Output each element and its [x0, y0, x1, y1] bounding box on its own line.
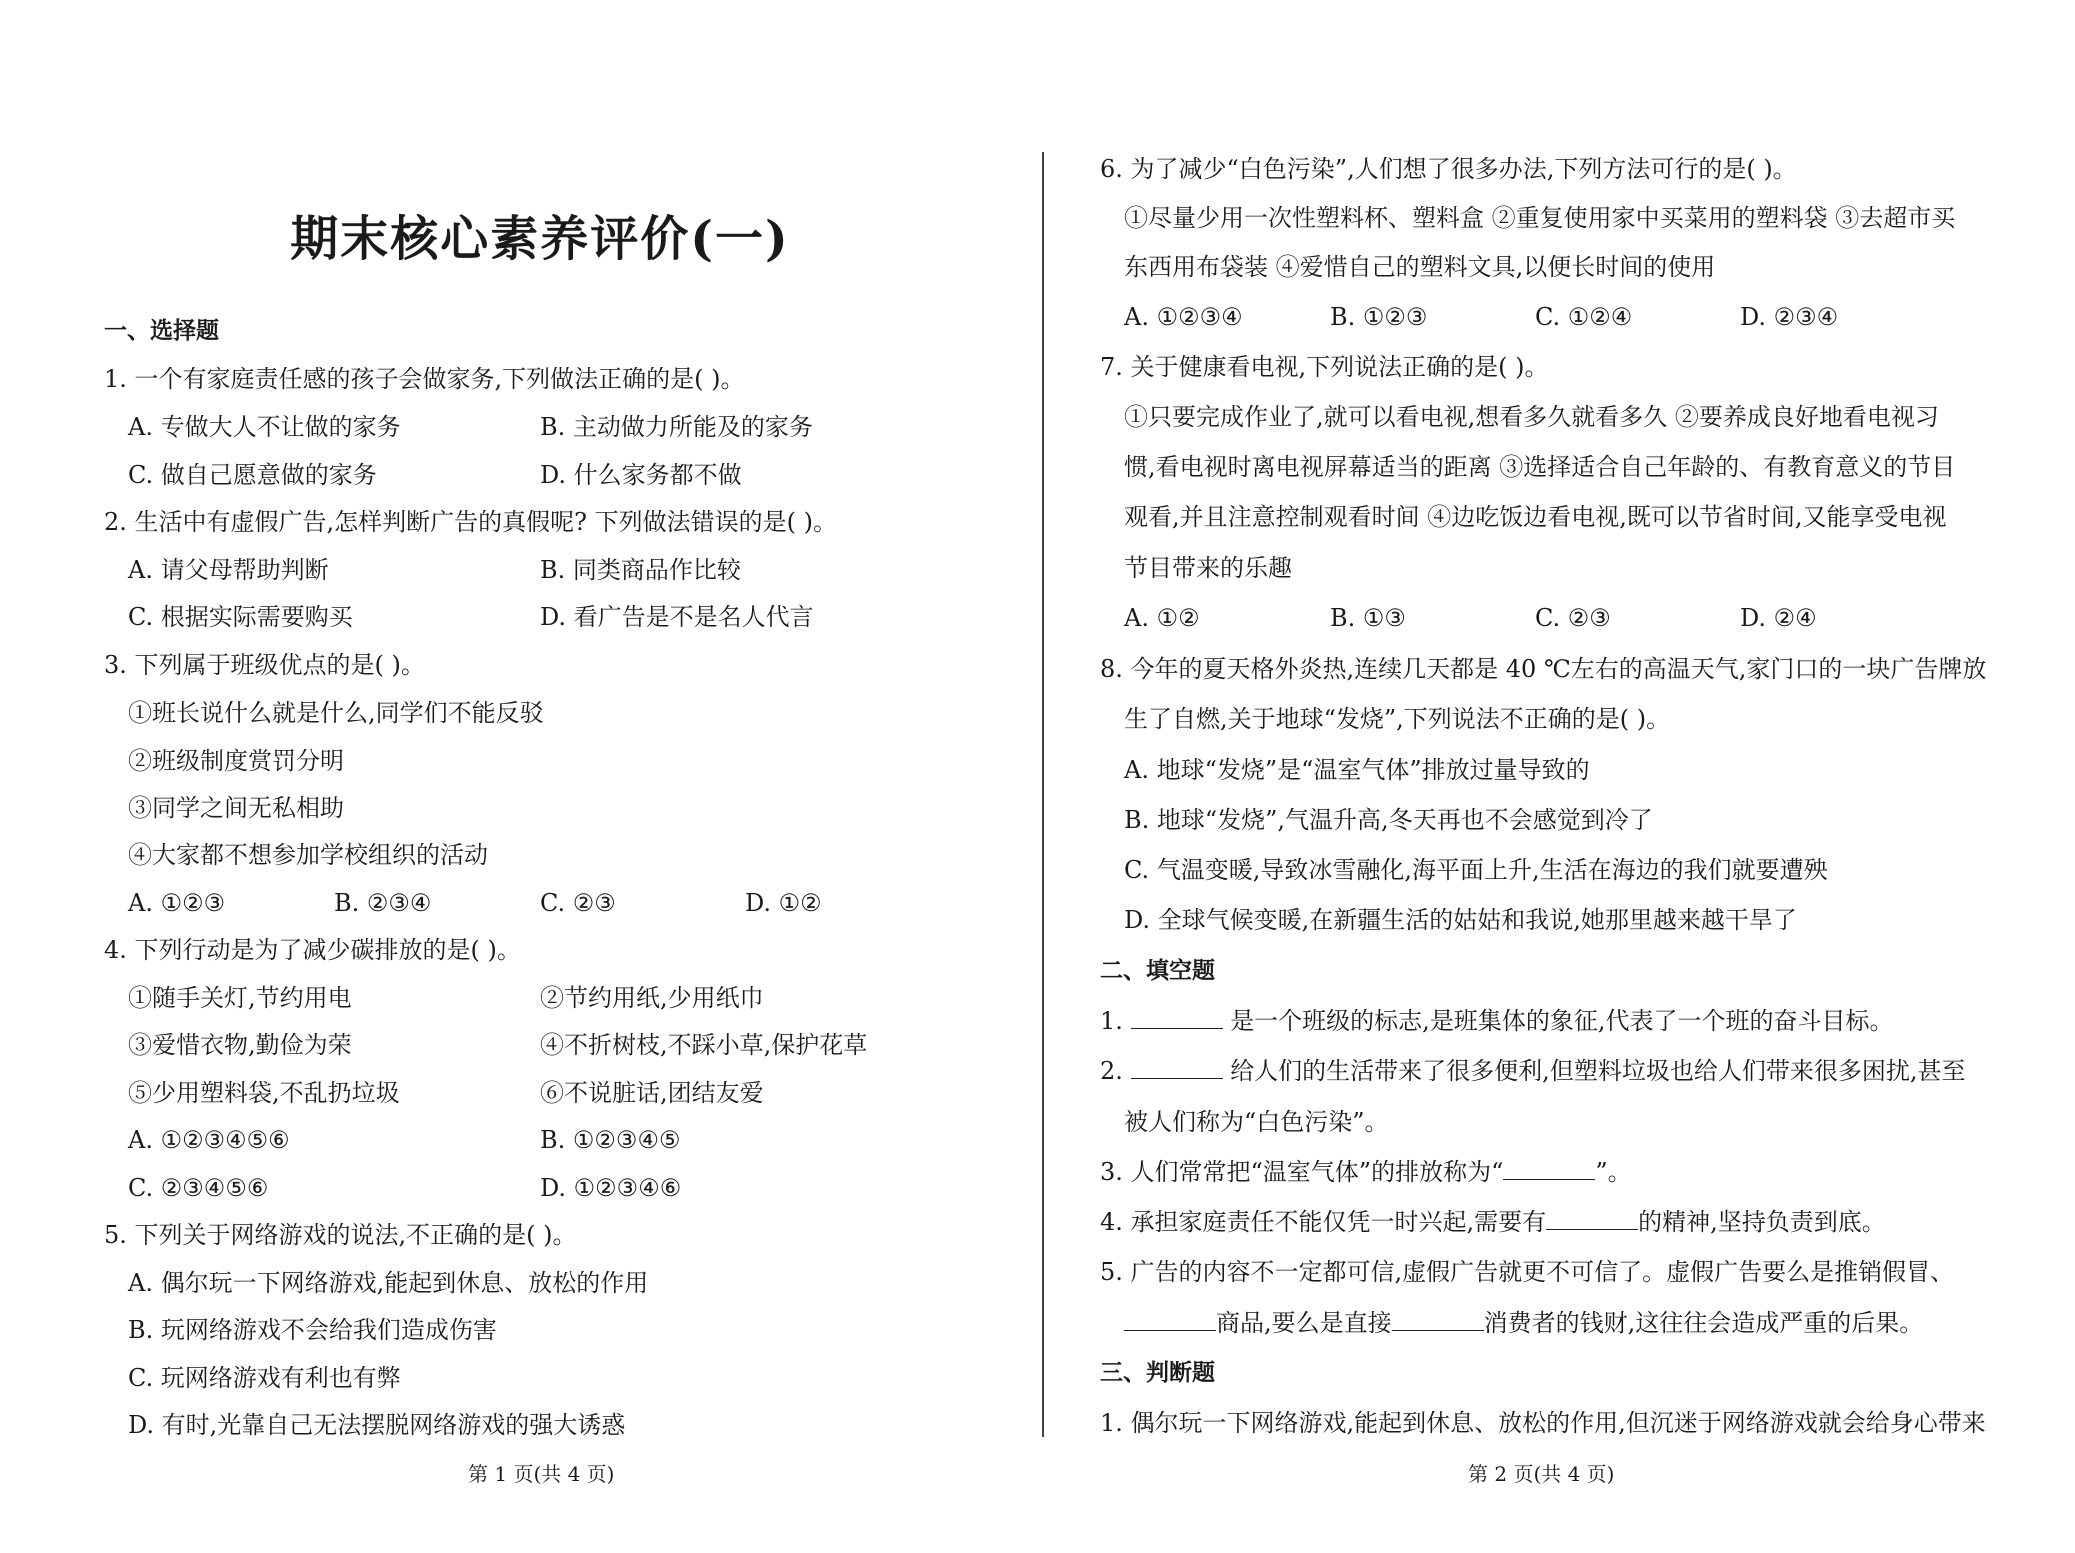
- q3-item-2: ②班级制度赏罚分明: [128, 747, 344, 775]
- q4-item-4: ④不折树枝,不踩小草,保护花草: [540, 1031, 868, 1059]
- q6-option-d: D. ②③④: [1740, 303, 1839, 331]
- q5-option-c: C. 玩网络游戏有利也有弊: [128, 1364, 401, 1392]
- q3-item-1: ①班长说什么就是什么,同学们不能反驳: [128, 699, 544, 727]
- fill-2-text: 给人们的生活带来了很多便利,但塑料垃圾也给人们带来很多困扰,甚至: [1230, 1057, 1966, 1085]
- q2-stem: 2. 生活中有虚假广告,怎样判断广告的真假呢? 下列做法错误的是( )。: [104, 508, 838, 536]
- q3-item-3: ③同学之间无私相助: [128, 794, 344, 822]
- fill-1: [1100, 1006, 1893, 1036]
- fill-1-number: 1.: [1100, 1007, 1123, 1035]
- q5-stem: 5. 下列关于网络游戏的说法,不正确的是( )。: [104, 1221, 577, 1249]
- q7-option-c: C. ②③: [1535, 604, 1611, 632]
- fill-5-line-1: 5. 广告的内容不一定都可信,虚假广告就更不可信了。虚假广告要么是推销假冒、: [1100, 1258, 1955, 1286]
- answer-blank[interactable]: [1392, 1310, 1484, 1331]
- q4-item-3: ③爱惜衣物,勤俭为荣: [128, 1031, 352, 1059]
- q3-option-a: A. ①②③: [128, 889, 226, 917]
- q8-option-a: A. 地球“发烧”是“温室气体”排放过量导致的: [1124, 756, 1590, 784]
- q7-option-a: A. ①②: [1124, 604, 1200, 632]
- answer-blank[interactable]: [1503, 1159, 1595, 1180]
- q2-option-a: A. 请父母帮助判断: [128, 556, 329, 584]
- q7-line-4: 节目带来的乐趣: [1124, 554, 1292, 582]
- q3-item-4: ④大家都不想参加学校组织的活动: [128, 841, 488, 869]
- q6-stem: 6. 为了减少“白色污染”,人们想了很多办法,下列方法可行的是( )。: [1100, 155, 1797, 183]
- section-choice-heading: 一、选择题: [104, 318, 219, 344]
- section-judge-heading: 三、判断题: [1100, 1360, 1215, 1386]
- q1-option-c: C. 做自己愿意做的家务: [128, 461, 377, 489]
- q4-option-a: A. ①②③④⑤⑥: [128, 1126, 290, 1154]
- q7-line-2: 惯,看电视时离电视屏幕适当的距离 ③选择适合自己年龄的、有教育意义的节目: [1124, 453, 1956, 481]
- q5-option-b: B. 玩网络游戏不会给我们造成伤害: [128, 1316, 497, 1344]
- q4-stem: 4. 下列行动是为了减少碳排放的是( )。: [104, 936, 521, 964]
- q5-option-a: A. 偶尔玩一下网络游戏,能起到休息、放松的作用: [128, 1269, 649, 1297]
- section-fill-heading: 二、填空题: [1100, 958, 1215, 984]
- q8-option-c: C. 气温变暖,导致冰雪融化,海平面上升,生活在海边的我们就要遭殃: [1124, 856, 1828, 884]
- q2-option-c: C. 根据实际需要购买: [128, 603, 353, 631]
- q4-item-2: ②节约用纸,少用纸巾: [540, 984, 764, 1012]
- page-divider: [1042, 152, 1044, 1437]
- q7-option-b: B. ①③: [1330, 604, 1406, 632]
- fill-3-text-b: ”。: [1595, 1158, 1632, 1186]
- exam-title: 期末核心素养评价(一): [290, 211, 790, 267]
- q6-option-b: B. ①②③: [1330, 303, 1428, 331]
- fill-3-text-a: 3. 人们常常把“温室气体”的排放称为“: [1100, 1158, 1504, 1186]
- answer-blank[interactable]: [1124, 1310, 1216, 1331]
- q3-option-c: C. ②③: [540, 889, 616, 917]
- q1-option-b: B. 主动做力所能及的家务: [540, 413, 813, 441]
- q6-line-2: 东西用布袋装 ④爱惜自己的塑料文具,以便长时间的使用: [1124, 253, 1716, 281]
- q4-item-1: ①随手关灯,节约用电: [128, 984, 352, 1012]
- q4-option-c: C. ②③④⑤⑥: [128, 1174, 269, 1202]
- fill-4: [1100, 1207, 1886, 1237]
- q1-option-d: D. 什么家务都不做: [540, 461, 742, 489]
- q3-stem: 3. 下列属于班级优点的是( )。: [104, 651, 425, 679]
- q4-option-b: B. ①②③④⑤: [540, 1126, 681, 1154]
- q4-item-5: ⑤少用塑料袋,不乱扔垃圾: [128, 1079, 400, 1107]
- fill-5-text-b: 消费者的钱财,这往往会造成严重的后果。: [1483, 1309, 1924, 1337]
- fill-2-number: 2.: [1100, 1057, 1123, 1085]
- q4-option-d: D. ①②③④⑥: [540, 1174, 682, 1202]
- q8-option-d: D. 全球气候变暖,在新疆生活的姑姑和我说,她那里越来越干旱了: [1124, 906, 1797, 934]
- q6-option-c: C. ①②④: [1535, 303, 1633, 331]
- fill-3: [1100, 1157, 1632, 1187]
- q1-option-a: A. 专做大人不让做的家务: [128, 413, 401, 441]
- judge-1: 1. 偶尔玩一下网络游戏,能起到休息、放松的作用,但沉迷于网络游戏就会给身心带来: [1100, 1409, 1986, 1437]
- q6-option-a: A. ①②③④: [1124, 303, 1243, 331]
- fill-1-text: 是一个班级的标志,是班集体的象征,代表了一个班的奋斗目标。: [1230, 1007, 1894, 1035]
- right-page: [1050, 0, 2075, 1553]
- q8-line-1: 8. 今年的夏天格外炎热,连续几天都是 40 ℃左右的高温天气,家门口的一块广告牌放: [1100, 655, 1987, 683]
- fill-5-line-2: [1124, 1308, 1923, 1338]
- q7-line-3: 观看,并且注意控制观看时间 ④边吃饭边看电视,既可以节省时间,又能享受电视: [1124, 503, 1947, 531]
- q2-option-b: B. 同类商品作比较: [540, 556, 741, 584]
- fill-5-text-a: 商品,要么是直接: [1216, 1309, 1392, 1337]
- q3-option-d: D. ①②: [745, 889, 822, 917]
- q6-line-1: ①尽量少用一次性塑料杯、塑料盒 ②重复使用家中买菜用的塑料袋 ③去超市买: [1124, 204, 1956, 232]
- q1-stem: 1. 一个有家庭责任感的孩子会做家务,下列做法正确的是( )。: [104, 365, 745, 393]
- q7-option-d: D. ②④: [1740, 604, 1817, 632]
- fill-4-text-b: 的精神,坚持负责到底。: [1638, 1208, 1886, 1236]
- q5-option-d: D. 有时,光靠自己无法摆脱网络游戏的强大诱惑: [128, 1411, 626, 1439]
- page-number-footer: 第 2 页(共 4 页): [1468, 1462, 1615, 1486]
- q8-line-2: 生了自燃,关于地球“发烧”,下列说法不正确的是( )。: [1124, 705, 1671, 733]
- q8-option-b: B. 地球“发烧”,气温升高,冬天再也不会感觉到冷了: [1124, 806, 1653, 834]
- q4-item-6: ⑥不说脏话,团结友爱: [540, 1079, 764, 1107]
- q3-option-b: B. ②③④: [334, 889, 432, 917]
- page-number-footer: 第 1 页(共 4 页): [468, 1462, 615, 1486]
- answer-blank[interactable]: [1131, 1058, 1223, 1079]
- q7-line-1: ①只要完成作业了,就可以看电视,想看多久就看多久 ②要养成良好地看电视习: [1124, 403, 1939, 431]
- fill-4-text-a: 4. 承担家庭责任不能仅凭一时兴起,需要有: [1100, 1208, 1547, 1236]
- q2-option-d: D. 看广告是不是名人代言: [540, 603, 814, 631]
- fill-2-line-2: 被人们称为“白色污染”。: [1124, 1108, 1389, 1136]
- fill-2: [1100, 1056, 1965, 1086]
- answer-blank[interactable]: [1131, 1008, 1223, 1029]
- q7-stem: 7. 关于健康看电视,下列说法正确的是( )。: [1100, 353, 1549, 381]
- answer-blank[interactable]: [1546, 1209, 1638, 1230]
